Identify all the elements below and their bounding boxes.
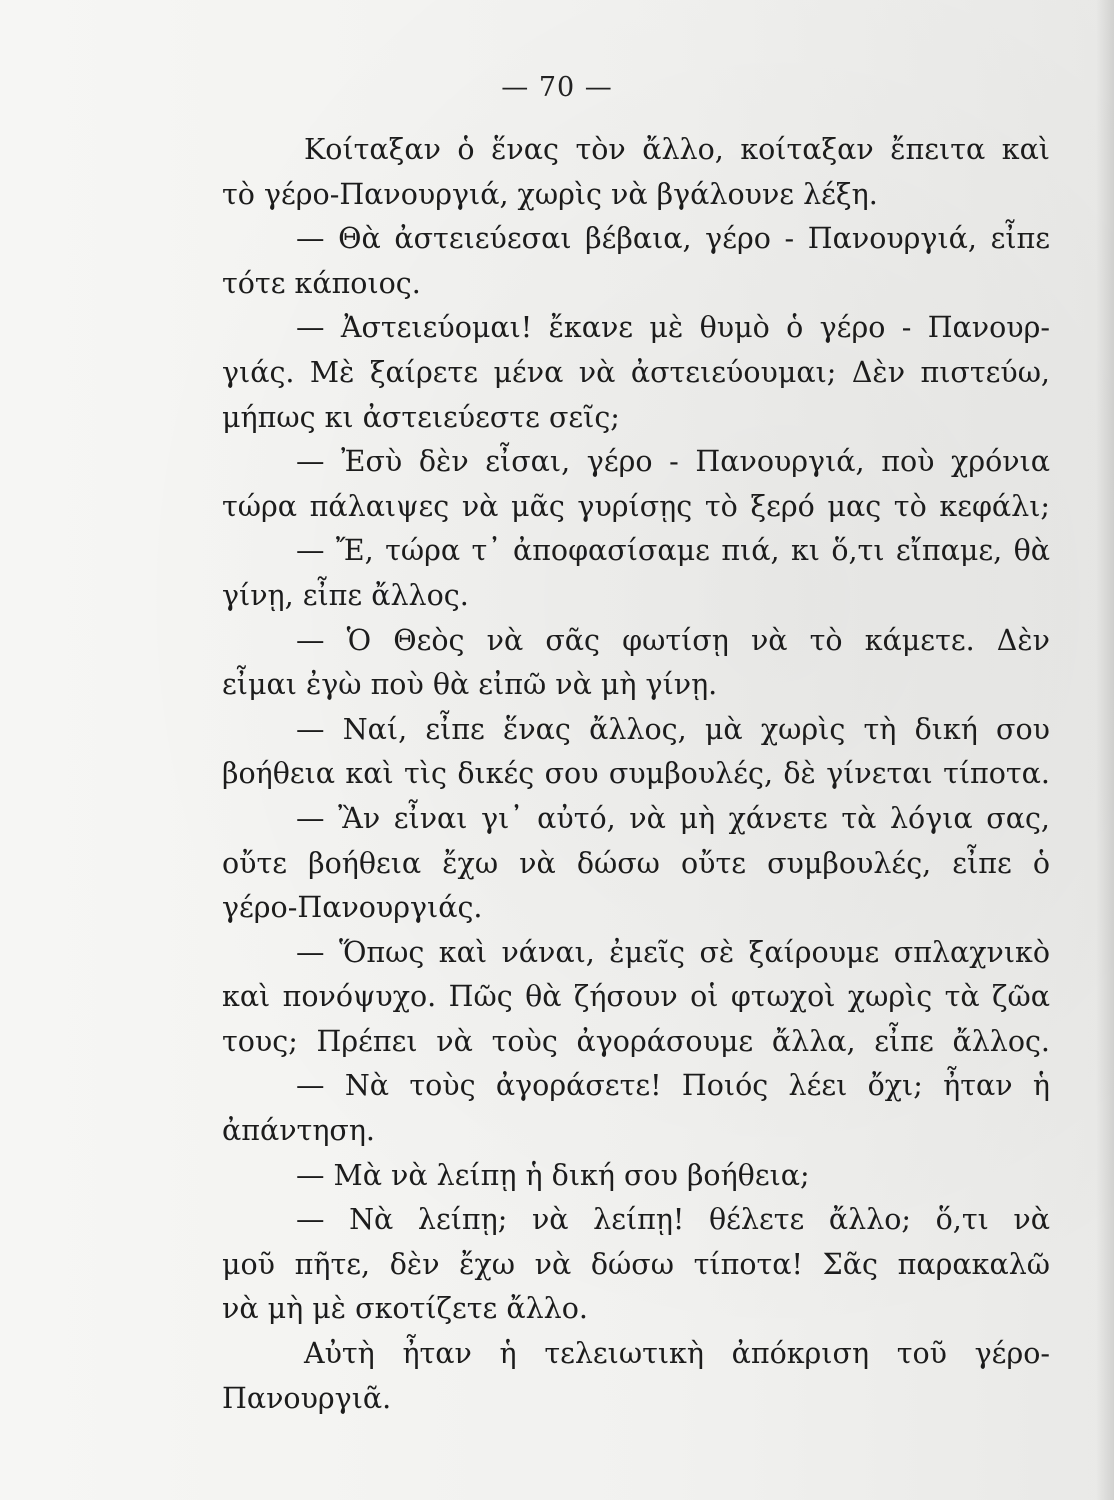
text-line: Αὐτὴ ἦταν ἡ τελειωτικὴ ἀπόκριση τοῦ γέρο- [304,1337,1050,1371]
text-line: τώρα πάλαιψες νὰ μᾶς γυρίσῃς τὸ ξερό μας τὸ κεφάλι; [222,489,1050,523]
page-number: — 70 — [501,72,613,103]
text-line: τότε κάποιος. [222,266,421,300]
text-line: — Ναί, εἶπε ἕνας ἄλλος, μὰ χωρὶς τὴ δική σου [296,712,1050,746]
text-line: εἶμαι ἐγὼ ποὺ θὰ εἰπῶ νὰ μὴ γίνῃ. [222,668,718,702]
text-line: τους; Πρέπει νὰ τοὺς ἀγοράσουμε ἄλλα, εἶπε ἄλλος. [222,1024,1050,1058]
text-line: ἀπάντηση. [222,1114,375,1148]
text-line: τὸ γέρο-Πανουργιά, χωρὶς νὰ βγάλουνε λέξη. [222,177,878,211]
text-line: — Ὅπως καὶ νάναι, ἐμεῖς σὲ ξαίρουμε σπλαχνικὸ [296,935,1050,969]
text-line: — Ἀστειεύομαι! ἔκανε μὲ θυμὸ ὁ γέρο - Πανουρ- [296,311,1050,345]
text-line: — Μὰ νὰ λείπῃ ἡ δική σου βοήθεια; [296,1158,810,1192]
page-edge-shadow [1096,0,1114,1500]
text-line: — Νὰ τοὺς ἀγοράσετε! Ποιός λέει ὄχι; ἦταν ἡ [296,1069,1050,1103]
text-line: — Ὁ Θεὸς νὰ σᾶς φωτίσῃ νὰ τὸ κάμετε. Δὲν [296,623,1050,657]
text-line: βοήθεια καὶ τὶς δικές σου συμβουλές, δὲ γίνεται τίποτα. [222,757,1050,791]
text-line: — Θὰ ἀστειεύεσαι βέβαια, γέρο - Πανουργιά, εἶπε [296,222,1050,256]
text-line: — Νὰ λείπῃ; νὰ λείπῃ! θέλετε ἄλλο; ὅ,τι νὰ [296,1203,1050,1237]
text-line: γιάς. Μὲ ξαίρετε μένα νὰ ἀστειεύουμαι; Δὲν πιστεύω, [222,355,1050,389]
text-line: — Ἔ, τώρα τ᾽ ἀποφασίσαμε πιά, κι ὅ,τι εἴπαμε, θὰ [296,534,1050,568]
page-text-body [222,128,1050,1421]
text-line: γίνῃ, εἶπε ἄλλος. [222,578,469,612]
text-line: Κοίταξαν ὁ ἕνας τὸν ἄλλο, κοίταξαν ἔπειτα καὶ [304,133,1050,166]
text-line: μοῦ πῆτε, δὲν ἔχω νὰ δώσω τίποτα! Σᾶς παρακαλῶ [222,1247,1050,1281]
text-line: νὰ μὴ μὲ σκοτίζετε ἄλλο. [222,1292,588,1326]
text-line: μήπως κι ἀστειεύεστε σεῖς; [222,400,620,434]
text-line: — Ἂν εἶναι γι᾽ αὐτό, νὰ μὴ χάνετε τὰ λόγια σας, [296,801,1050,835]
text-line: οὔτε βοήθεια ἔχω νὰ δώσω οὔτε συμβουλές, εἶπε ὁ [222,846,1050,880]
text-line: γέρο-Πανουργιάς. [222,891,483,925]
text-line: Πανουργιᾶ. [222,1381,392,1415]
text-line: καὶ πονόψυχο. Πῶς θὰ ζήσουν οἱ φτωχοὶ χωρὶς τὰ ζῶα [222,980,1050,1014]
text-line: — Ἐσὺ δὲν εἶσαι, γέρο - Πανουργιά, ποὺ χρόνια [296,445,1050,479]
